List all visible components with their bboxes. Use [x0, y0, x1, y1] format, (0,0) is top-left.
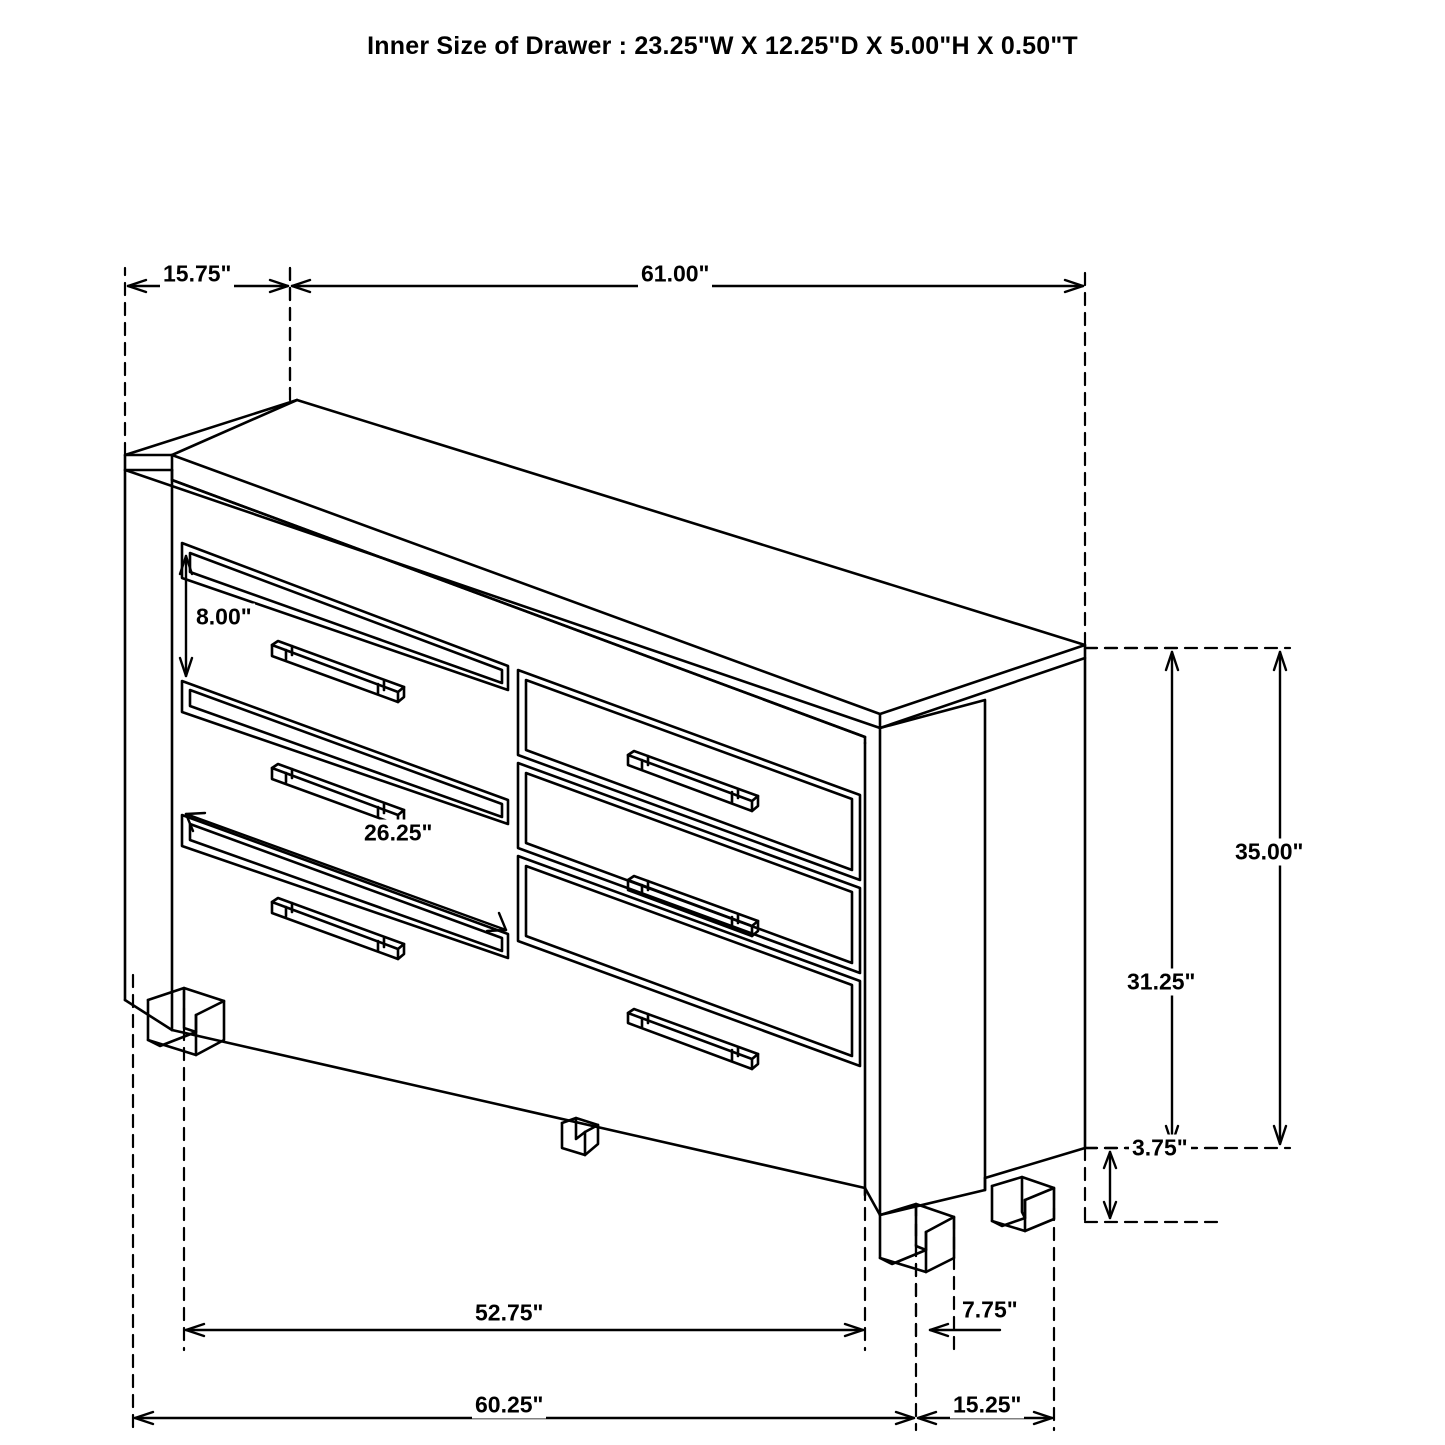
drawer-left-middle	[182, 681, 508, 825]
dimension-arrows	[128, 280, 1286, 1424]
dim-label-base-width: 52.75"	[472, 1300, 546, 1327]
dim-label-case-height: 31.25"	[1124, 969, 1198, 996]
dresser-top	[125, 400, 1085, 728]
page-title: Inner Size of Drawer : 23.25"W X 12.25"D X 5.00"H X 0.50"T	[367, 32, 1078, 60]
drawer-right-middle	[518, 763, 860, 973]
drawer-right-top	[518, 670, 860, 880]
drawer-right-bottom	[518, 856, 860, 1069]
dim-label-depth-top: 15.75"	[160, 261, 234, 288]
dim-label-foot-depth: 7.75"	[959, 1297, 1021, 1324]
dim-label-overall-width: 60.25"	[472, 1392, 546, 1419]
dim-label-base-depth: 15.25"	[950, 1392, 1024, 1419]
dim-label-leg-height: 3.75"	[1129, 1135, 1191, 1162]
extension-lines	[125, 268, 1290, 1430]
dim-label-drawer-height: 8.00"	[193, 604, 255, 631]
dim-label-total-height: 35.00"	[1232, 839, 1306, 866]
drawer-left-bottom	[182, 815, 508, 959]
leg-back-right	[992, 1177, 1054, 1231]
dim-label-drawer-width: 26.25"	[361, 820, 435, 847]
dim-label-width-top: 61.00"	[638, 261, 712, 288]
